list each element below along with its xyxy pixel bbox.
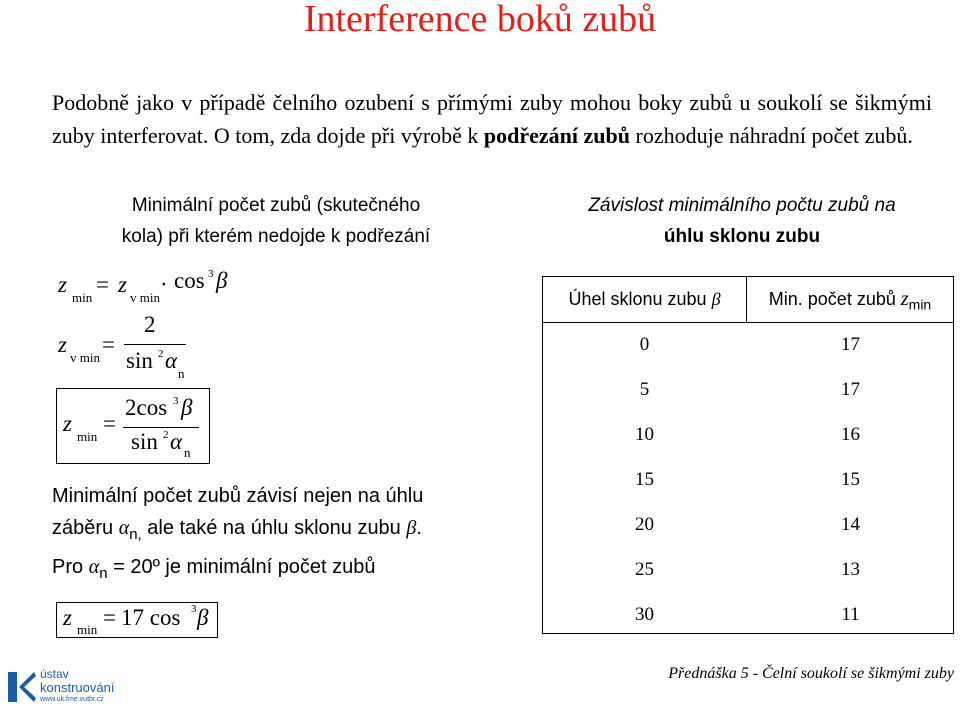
f2-num: 2 <box>144 312 156 337</box>
intro-text-2: rozhoduje náhradní počet zubů. <box>630 123 913 148</box>
header-angle-beta: β <box>711 289 721 309</box>
remark-paragraph <box>52 480 512 590</box>
f2-fraction-line <box>124 344 186 345</box>
f4-eq: = <box>103 605 116 630</box>
table-cell-angle: 15 <box>635 469 654 490</box>
f3-beta: β <box>181 395 193 420</box>
remark-alpha: α <box>118 517 130 539</box>
table-cell-count: 13 <box>841 559 860 580</box>
table-cell-angle: 25 <box>635 559 654 580</box>
f3-2cos: 2cos <box>125 395 168 420</box>
table-header-count <box>747 277 953 322</box>
f2-eq: = <box>102 332 115 357</box>
remark-pro: Pro <box>52 556 89 578</box>
f2-two-sup: 2 <box>158 348 164 360</box>
remark-line1: Minimální počet zubů závisí nejen na úhlu <box>52 485 424 507</box>
remark-line3 <box>52 551 512 590</box>
formula-zmin-17 <box>56 602 218 638</box>
remark-text-2: ale také na úhlu sklonu zubu <box>141 517 407 539</box>
remark-beta: β <box>406 517 417 539</box>
f2-vmin: v min <box>70 350 100 365</box>
f1-min: min <box>72 290 93 305</box>
right-heading <box>512 190 960 252</box>
remark-sub-n: n, <box>129 526 142 543</box>
f1-cos: cos <box>174 268 205 293</box>
table-cell-angle: 0 <box>639 334 650 355</box>
remark-text-3: = 20º je minimální počet zubů <box>107 556 376 578</box>
formula-zvmin <box>58 312 238 384</box>
left-heading-line1: Minimální počet zubů (skutečného <box>131 195 421 216</box>
uk-logo-icon <box>8 672 36 702</box>
table-cell-count: 14 <box>841 514 860 535</box>
intro-paragraph <box>52 86 932 152</box>
f3-eq: = <box>103 411 116 436</box>
f2-n: n <box>178 366 185 381</box>
header-count-z: z <box>900 288 909 310</box>
f4-beta: β <box>197 605 209 630</box>
table-cell-angle: 10 <box>635 424 654 445</box>
f3-two-sup: 2 <box>163 429 169 441</box>
f3-n: n <box>184 445 191 460</box>
f1-three: 3 <box>208 268 214 280</box>
page-title: Interference boků zubů <box>303 0 657 40</box>
header-angle-text: Úhel sklonu zubu <box>568 289 712 309</box>
f2-alpha: α <box>165 348 178 373</box>
table-cell-count: 17 <box>841 379 860 400</box>
remark-dot: . <box>416 517 422 539</box>
f3-min: min <box>77 429 98 444</box>
remark-alpha-2: α <box>88 556 100 578</box>
f1-beta: β <box>216 268 228 293</box>
f1-cdot: · <box>160 272 168 297</box>
remark-sub-n-2: n <box>99 565 108 582</box>
f4-min: min <box>77 622 98 637</box>
table-cell-angle: 30 <box>635 604 654 625</box>
institute-logo <box>8 667 128 706</box>
f1-z2: z <box>118 272 127 297</box>
right-heading-line1: Závislost minimálního počtu zubů na <box>588 195 896 216</box>
f3-alpha: α <box>170 429 183 454</box>
intro-bold: podřezání zubů <box>483 123 631 148</box>
right-heading-line2: úhlu sklonu zubu <box>663 226 821 247</box>
min-teeth-table <box>542 276 954 634</box>
f1-eq: = <box>96 272 109 297</box>
f1-z: z <box>58 272 67 297</box>
f2-sin: sin <box>126 348 153 373</box>
f3-three: 3 <box>173 395 179 407</box>
logo-url: www.uk.fme.vutbr.cz <box>40 696 104 703</box>
f1-vmin: v min <box>130 290 160 305</box>
table-header-angle <box>543 277 746 322</box>
f3-sin: sin <box>131 429 158 454</box>
table-cell-count: 17 <box>841 334 860 355</box>
formula-zmin-boxed <box>56 388 210 464</box>
logo-line2: konstruování <box>40 680 115 695</box>
intro-text-1: Podobně jako v případě čelního ozubení s přímými zuby mohou boky zubů u soukolí se šikmými zuby interferovat. O tom, zda dojde při výrobě k <box>52 90 932 148</box>
formula-zmin-cos <box>58 268 238 308</box>
table-cell-angle: 20 <box>635 514 654 535</box>
logo-line1: ústav <box>40 667 69 681</box>
table-cell-count: 16 <box>841 424 860 445</box>
f3-fraction-line <box>123 427 199 428</box>
header-count-min: min <box>908 296 932 313</box>
remark-text: záběru <box>52 517 119 539</box>
left-heading-line2: kola) při kterém nedojde k podřezání <box>121 226 431 247</box>
f4-z: z <box>63 605 72 630</box>
remark-line2 <box>52 512 512 551</box>
f4-17cos: 17 cos <box>121 605 181 630</box>
table-cell-angle: 5 <box>639 379 650 400</box>
f2-z: z <box>58 332 67 357</box>
table-cell-count: 11 <box>841 604 860 625</box>
footer-text: Přednáška 5 - Čelní soukolí se šikmými zuby <box>668 665 954 682</box>
header-count-text: Min. počet zubů <box>768 289 901 309</box>
f3-z: z <box>63 411 72 436</box>
f4-three: 3 <box>191 603 197 615</box>
table-cell-count: 15 <box>841 469 860 490</box>
left-heading <box>46 190 506 252</box>
